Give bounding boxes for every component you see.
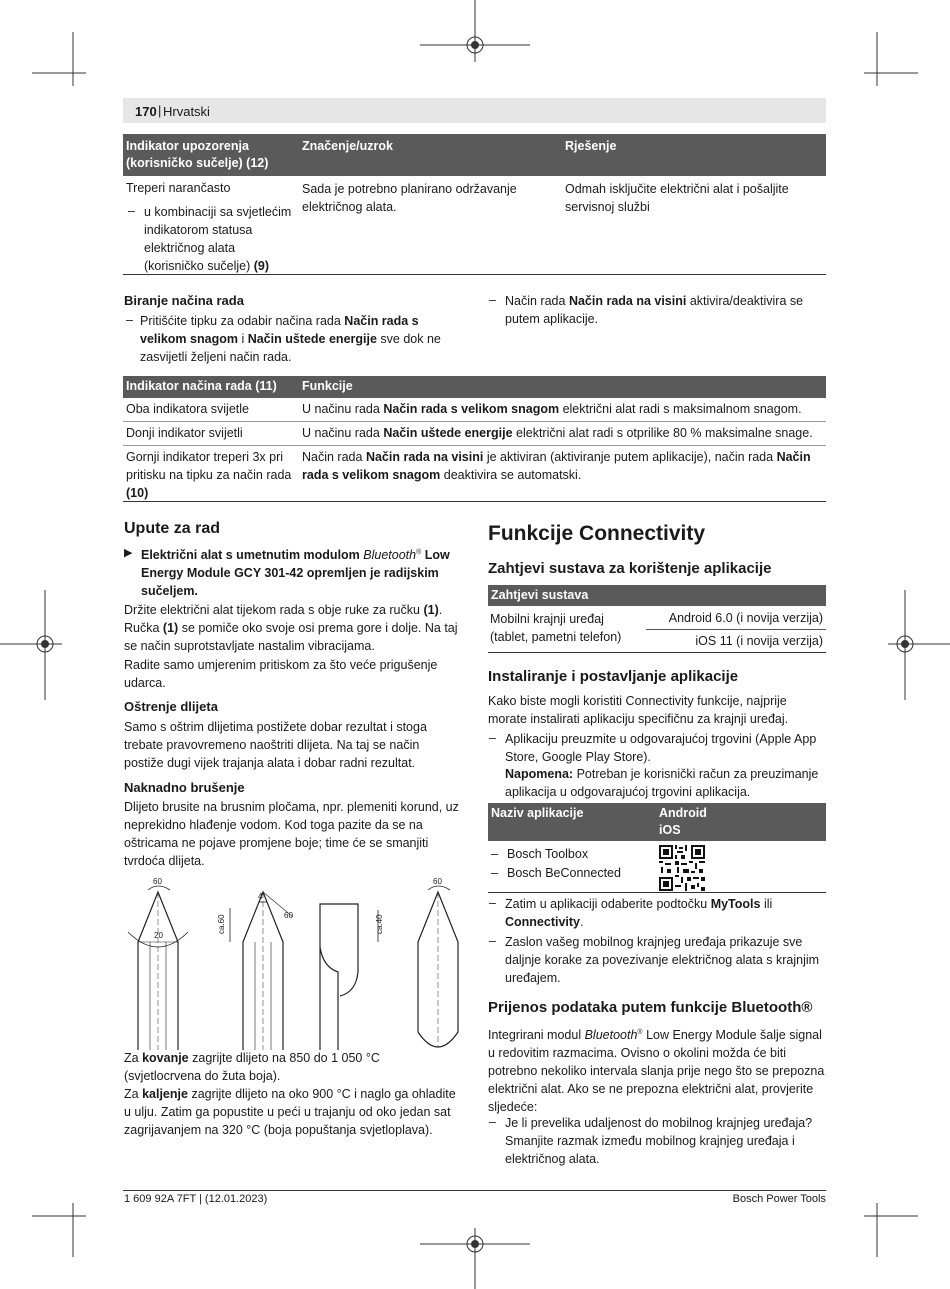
requirement-ios: iOS 11 (i novija verzija) <box>695 634 823 648</box>
mode-select-bullet1: Pritišćite tipku za odabir načina rada Način rada s velikom snagom i Način uštede energije sve dok ne zasvijetli željeni način rada. <box>140 314 441 364</box>
requirement-device: Mobilni krajnji uređaj (tablet, pametni telefon) <box>490 612 622 644</box>
regrinding-text: Dlijeto brusite na brusnim pločama, npr. plemeniti korund, uz neprekidno hlađenje vodom. Kod toga pazite da se na oštricama ne pojave promjene boje; time će se smanjiti tvrdoća dlijeta. <box>124 800 459 868</box>
dim-label-4: 4 <box>258 892 263 901</box>
angle-label-20: 20 <box>154 931 163 940</box>
app-bosch-toolbox: Bosch Toolbox <box>507 847 589 861</box>
footer-doc-id: 1 609 92A 7FT | (12.01.2023) <box>124 1193 268 1205</box>
mode-row3-indicator: Gornji indikator treperi 3x pri pritisku na tipku za način rada (10) <box>126 450 292 500</box>
requirements-header-label: Zahtjevi sustava <box>491 588 589 602</box>
warning-row-bullet: u kombinaciji sa svjetlećim indikatorom statusa električnog alata (korisničko sučelje) (9) <box>144 205 292 273</box>
warning-row-solution: Odmah isključite električni alat i pošaljite servisnoj službi <box>565 182 789 214</box>
hold-instructions: Držite električni alat tijekom rada s obje ruke za ručku (1). Ručka (1) se pomiče oko svoje osi prema gore i dolje. Na taj se način suprotstavljate nastalim vibracijama. <box>124 603 458 653</box>
requirement-android: Android 6.0 (i novija verzija) <box>668 611 823 625</box>
chisel-sharpening-diagram <box>118 872 468 1052</box>
footer-brand: Bosch Power Tools <box>732 1193 826 1205</box>
mode-col1-header: Indikator načina rada (11) <box>126 379 277 393</box>
mode-table-header <box>123 376 826 398</box>
page-header: 170 | Hrvatski <box>123 98 826 123</box>
angle-label-60-a: 60 <box>153 877 162 886</box>
warning-table-header <box>123 134 826 176</box>
mode-row2-function: U načinu rada Način uštede energije električni alat radi s otprilike 80 % maksimalne snage. <box>302 426 813 440</box>
mode-select-bullet2: Način rada Način rada na visini aktivira/deaktivira se putem aplikacije. <box>505 294 804 326</box>
footer-rule <box>123 1190 826 1191</box>
bluetooth-module-warning: Električni alat s umetnutim modulom Bluetooth® Low Energy Module GCY 301-42 opremljen je radijskim sučeljem. <box>141 548 450 599</box>
angle-label-60-c: 60 <box>433 877 442 886</box>
bluetooth-transfer-title: Prijenos podataka putem funkcije Bluetooth® <box>488 999 813 1016</box>
page-number: 170 <box>135 104 157 119</box>
angle-label-60-b: 60 <box>284 911 293 920</box>
work-instructions-title: Upute za rad <box>124 520 221 537</box>
distance-check-bullet: Je li prevelika udaljenost do mobilnog krajnjeg uređaja? Smanjite razmak između mobilnog krajnjeg uređaja i električnog alata. <box>505 1116 813 1166</box>
hardening-text: Za kaljenje zagrijte dlijeto na oko 900 °C i naglo ga ohladite u ulju. Zatim ga popustite u peći u trajanju od oko jedan sat zagrijavanjem na 320 °C (boja popuštanja svjetloplava). <box>124 1087 456 1137</box>
warning-col1-header: Indikator upozorenja (korisničko sučelje) (12) <box>126 139 269 170</box>
screen-steps-bullet: Zaslon vašeg mobilnog krajnjeg uređaja prikazuje sve daljnje korake za povezivanje električnog alata s krajnjim uređajem. <box>505 935 820 985</box>
system-requirements-title: Zahtjevi sustava za korištenje aplikacije <box>488 560 772 577</box>
connectivity-title: Funkcije Connectivity <box>488 522 706 545</box>
warning-col3-header: Rješenje <box>565 139 617 153</box>
warning-row-meaning: Sada je potrebno planirano održavanje električnog alata. <box>302 182 517 214</box>
select-mytools-bullet: Zatim u aplikaciji odaberite podtočku MyTools ili Connectivity. <box>505 897 773 929</box>
mode-col2-header: Funkcije <box>302 379 353 393</box>
warning-triangle-icon: ▶ <box>124 547 133 559</box>
sharpening-text: Samo s oštrim dlijetima postižete dobar rezultat i stoga trebate pravovremeno naoštriti dlijeta. Na taj se način postiže dugi vijek trajanja alata i dobar radni rezultat. <box>124 720 427 770</box>
qr-code-icon[interactable] <box>659 845 705 891</box>
install-text: Kako biste mogli koristiti Connectivity funkcije, najprije morate instalirati aplikaciju specifičnu za krajnji uređaj. <box>488 694 789 726</box>
sharpening-title: Oštrenje dlijeta <box>124 699 218 714</box>
bluetooth-transfer-text: Integrirani modul Bluetooth® Low Energy Module šalje signal u redovitim razmacima. Ovisno o okolini možda će biti potrebno nekoliko intervala slanja prije nego što se prepozna električni alat. Ako se ne prepozna električni alat, provjerite sljedeće: <box>488 1028 825 1115</box>
mode-row1-function: U načinu rada Način rada s velikom snagom električni alat radi s maksimalnom snagom. <box>302 402 802 416</box>
dim-label-ca60: ca.60 <box>217 914 226 934</box>
install-bullet-download: Aplikaciju preuzmite u odgovarajućoj trgovini (Apple App Store, Google Play Store). <box>505 732 817 764</box>
mode-row3-function: Način rada Način rada na visini je aktiviran (aktiviranje putem aplikacije), način rada Način rada s velikom snagom deaktivira se automatski. <box>302 450 811 482</box>
apps-header-name: Naziv aplikacije <box>491 806 584 820</box>
pressure-instructions: Radite samo umjerenim pritiskom za što veće prigušenje udarca. <box>124 658 438 690</box>
warning-col2-header: Značenje/uzrok <box>302 139 393 153</box>
apps-header-platform: Android iOS <box>659 806 707 837</box>
requirements-table-header <box>488 585 826 606</box>
mode-select-title: Biranje načina rada <box>124 293 244 308</box>
mode-row1-indicator: Oba indikatora svijetle <box>126 402 249 416</box>
dim-label-ca40: ca.40 <box>375 914 384 934</box>
apps-table-header <box>488 803 826 841</box>
warning-row-indicator: Treperi narančasto <box>126 181 231 195</box>
forging-text: Za kovanje zagrijte dlijeto na 850 do 1 050 °C (svjetlocrvena do žuta boja). <box>124 1051 380 1083</box>
regrinding-title: Naknadno brušenje <box>124 780 245 795</box>
page-language: Hrvatski <box>163 104 210 119</box>
install-title: Instaliranje i postavljanje aplikacije <box>488 668 739 685</box>
app-bosch-beconnected: Bosch BeConnected <box>507 866 621 880</box>
mode-row2-indicator: Donji indikator svijetli <box>126 426 243 440</box>
install-note: Napomena: Potreban je korisnički račun za preuzimanje aplikacija u odgovarajućoj trgovini aplikacija. <box>505 767 819 799</box>
